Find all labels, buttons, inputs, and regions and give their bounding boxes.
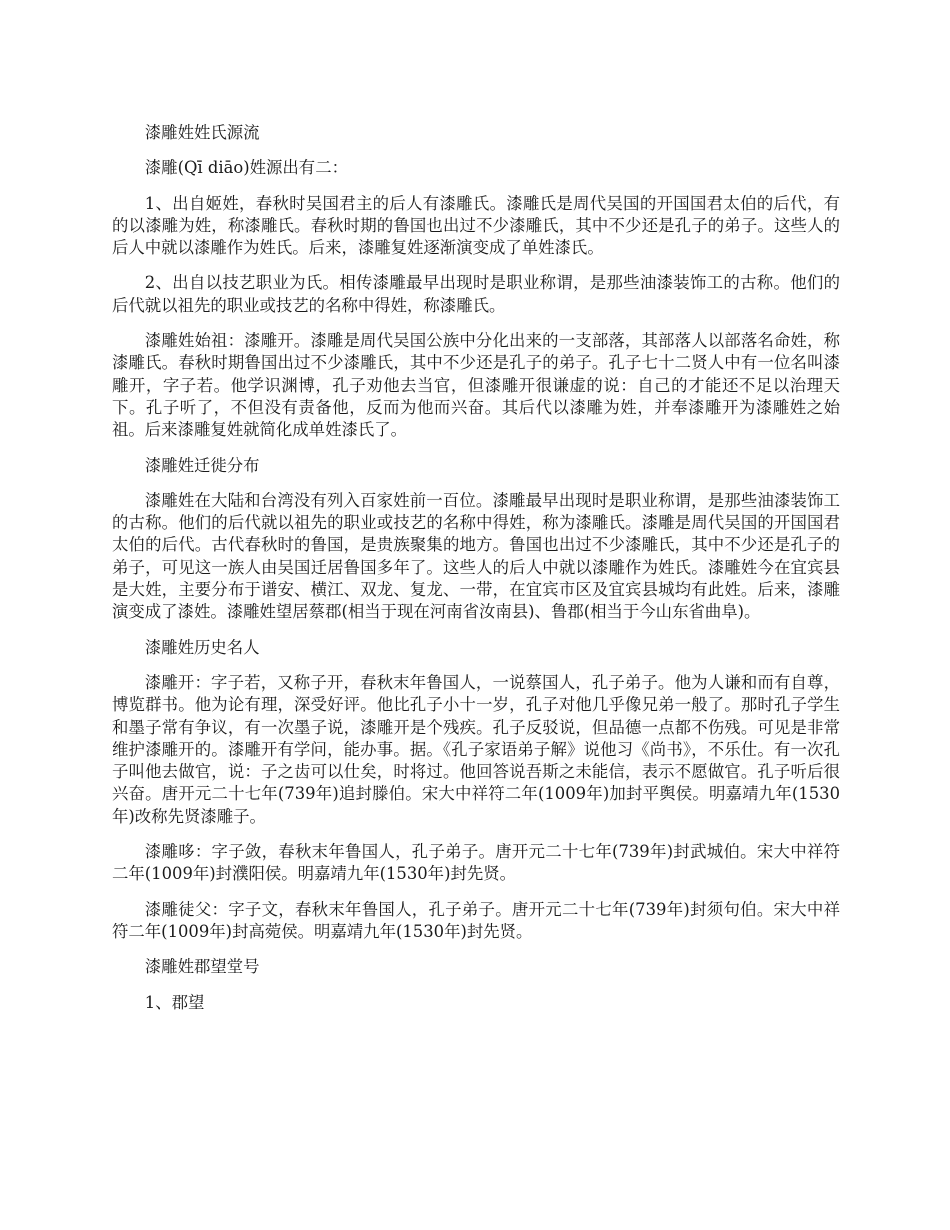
- para-person-chi: 漆雕哆：字子敛，春秋末年鲁国人，孔子弟子。唐开元二十七年(739年)封武城伯。宋大中祥符二年(1009年)封濮阳侯。明嘉靖九年(1530年)封先贤。: [112, 842, 840, 884]
- heading-commandery: 1、郡望: [144, 992, 205, 1012]
- para-pronunciation: 漆雕(Qī diāo)姓源出有二：: [144, 158, 348, 178]
- heading-hall: 漆雕姓郡望堂号: [144, 957, 260, 977]
- para-person-tufu: 漆雕徒父：字子文，春秋末年鲁国人，孔子弟子。唐开元二十七年(739年)封须句伯。宋大中祥符二年(1009年)封高菀侯。明嘉靖九年(1530年)封先贤。: [112, 899, 840, 941]
- document-body: [112, 122, 840, 1027]
- para-ancestor: 漆雕姓始祖：漆雕开。漆雕是周代吴国公族中分化出来的一支部落，其部落人以部落名命姓，称漆雕氏。春秋时期鲁国出过不少漆雕氏，其中不少还是孔子的弟子。孔子七十二贤人中有一位名叫漆雕开，字子若。他学识渊博，孔子劝他去当官，但漆雕开很谦虚的说：自己的才能还不足以治理天下。孔子听了，不但没有责备他，反而为他而兴奋。其后代以漆雕为姓，并奉漆雕开为漆雕姓之始祖。后来漆雕复姓就简化成单姓漆氏了。: [112, 331, 840, 440]
- heading-origin: 漆雕姓姓氏源流: [144, 123, 260, 142]
- heading-migration: 漆雕姓迁徙分布: [144, 455, 260, 475]
- para-migration: 漆雕姓在大陆和台湾没有列入百家姓前一百位。漆雕最早出现时是职业称谓，是那些油漆装饰工的古称。他们的后代就以祖先的职业或技艺的名称中得姓，称为漆雕氏。漆雕是周代吴国的开国国君太伯的后代。古代春秋时的鲁国，是贵族聚集的地方。鲁国也出过不少漆雕氏，其中不少还是孔子的弟子，可见这一族人由吴国迁居鲁国多年了。这些人的后人中就以漆雕作为姓氏。漆雕姓今在宜宾县是大姓，主要分布于谱安、横江、双龙、复龙、一带，在宜宾市区及宜宾县城均有此姓。后来，漆雕演变成了漆姓。漆雕姓望居蔡郡(相当于现在河南省汝南县)、鲁郡(相当于今山东省曲阜)。: [112, 490, 840, 622]
- para-origin-2: 2、出自以技艺职业为氏。相传漆雕最早出现时是职业称谓，是那些油漆装饰工的古称。他们的后代就以祖先的职业或技艺的名称中得姓，称漆雕氏。: [112, 273, 840, 315]
- heading-famous: 漆雕姓历史名人: [144, 637, 260, 657]
- para-origin-1: 1、出自姬姓，春秋时吴国君主的后人有漆雕氏。漆雕氏是周代吴国的开国国君太伯的后代，有的以漆雕为姓，称漆雕氏。春秋时期的鲁国也出过不少漆雕氏，其中不少还是孔子的弟子。这些人的后人中就以漆雕作为姓氏。后来，漆雕复姓逐渐演变成了单姓漆氏。: [112, 193, 840, 258]
- para-person-kai: 漆雕开：字子若，又称子开，春秋末年鲁国人，一说蔡国人，孔子弟子。他为人谦和而有自尊，博览群书。他为论有理，深受好评。他比孔子小十一岁，孔子对他几乎像兄弟一般了。那时孔子学生和墨子常有争议，有一次墨子说，漆雕开是个残疾。孔子反驳说，但品德一点都不伤残。可见是非常维护漆雕开的。漆雕开有学问，能办事。据。《孔子家语弟子解》说他习《尚书》，不乐仕。有一次孔子叫他去做官，说：子之齿可以仕矣，时将过。他回答说吾斯之未能信，表示不愿做官。孔子听后很兴奋。唐开元二十七年(739年)追封滕伯。宋大中祥符二年(1009年)加封平舆侯。明嘉靖九年(1530年)改称先贤漆雕子。: [112, 672, 840, 826]
